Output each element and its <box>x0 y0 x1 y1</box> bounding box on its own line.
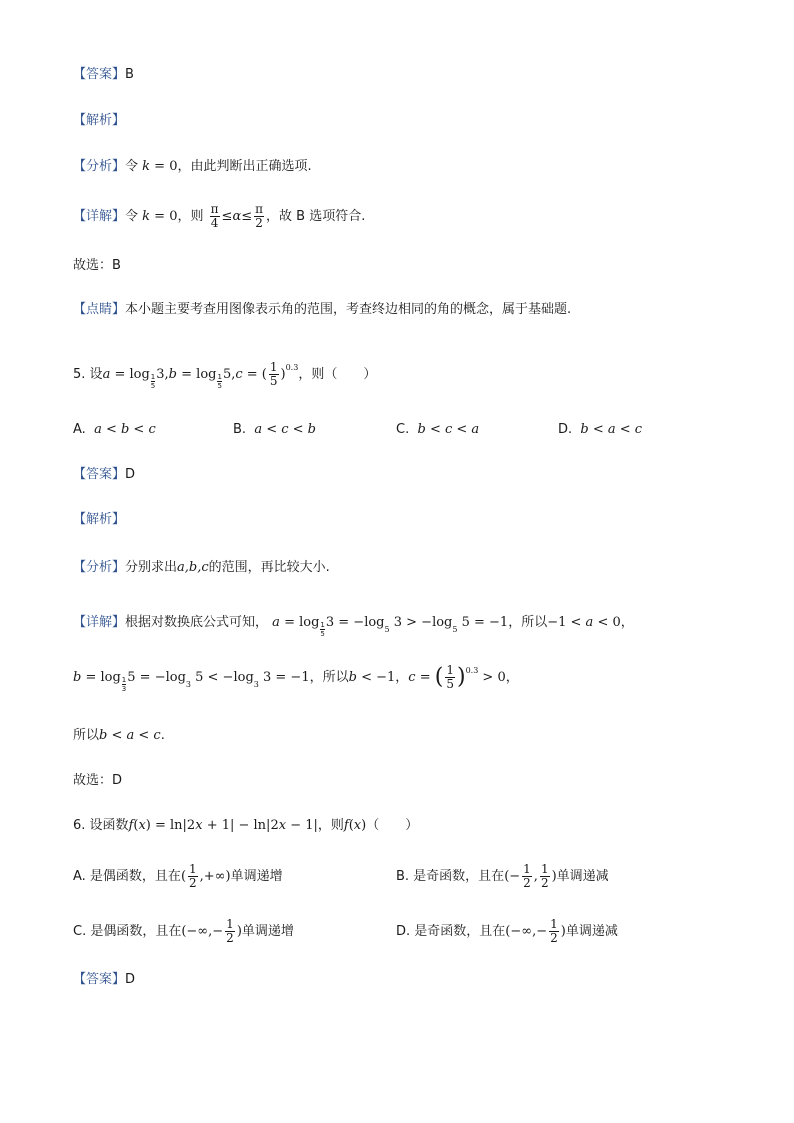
q5-stem-a: 设 <box>89 367 103 382</box>
q4-answer-value: B <box>125 67 134 82</box>
q6-stem-x2: (x) <box>348 818 367 833</box>
q5-d2-gt: > 0 <box>478 670 506 685</box>
q5-stem-log1: = log <box>110 367 150 382</box>
answer-tag: 【答案】 <box>73 67 126 82</box>
q5-detail-line-2 <box>73 661 519 695</box>
q5-answer-value: D <box>125 467 136 482</box>
q4-analysis-line <box>73 111 125 131</box>
q5-d1-sub: $\frac{1}{5}$ <box>320 621 325 638</box>
q5-detail-b: ，所以 <box>508 615 548 630</box>
q5-analysis-line <box>73 510 125 530</box>
q6-stem-c: （ ） <box>366 818 419 833</box>
q6-option-d-interval: (−∞,− $\frac{1}{2}$ ) <box>505 917 566 945</box>
q5-stem-sub1: $\frac{1}{5}$ <box>150 373 156 390</box>
comment-tag: 【点睛】 <box>73 302 126 317</box>
q4-detail-text-b: ，则 <box>177 209 204 224</box>
q5-stem-math-b: b <box>168 367 177 382</box>
q5-d2-b: b <box>73 670 82 685</box>
q5-d2-sub: $\frac{1}{3}$ <box>121 676 127 693</box>
fenxi-tag: 【分析】 <box>73 560 126 575</box>
q4-detail-text-c: ，故 B 选项符合. <box>266 209 366 224</box>
q4-le-2: ≤ <box>241 209 253 224</box>
detail-tag: 【详解】 <box>73 615 126 630</box>
q6-option-b[interactable] <box>396 863 609 890</box>
choose-label: 故选： <box>73 773 113 788</box>
q4-answer-line <box>73 65 134 85</box>
q4-comment-line <box>73 300 571 320</box>
q5-stem-log2: = log <box>177 367 217 382</box>
q6-option-a[interactable] <box>73 863 283 890</box>
q6-stem-fx2: f <box>343 818 349 833</box>
q4-frac-pi4: $\frac{\pi}{4}$ <box>210 202 219 230</box>
q5-detail-d: ， <box>620 615 634 630</box>
q5-stem-sub2: $\frac{1}{5}$ <box>217 373 222 390</box>
q5-number: 5. <box>73 367 86 382</box>
q6-stem-def: (x) = ln|2x + 1| − ln|2x − 1| <box>133 818 318 833</box>
q5-d2-bound: < −1 <box>356 670 396 685</box>
q4-choose-line <box>73 256 121 276</box>
q5-fenxi-line <box>73 558 330 578</box>
q4-comment-text: 本小题主要考查用图像表示角的范围，考查终边相同的角的概念，属于基础题. <box>125 302 572 317</box>
q5-option-c[interactable] <box>396 420 479 440</box>
q5-option-d-math: b < a < c <box>580 422 643 437</box>
q4-fenxi-text-b: ，由此判断出正确选项. <box>177 159 312 174</box>
q6-option-d[interactable] <box>396 918 618 945</box>
q6-option-b-text: B. 是奇函数，且在 <box>396 869 505 884</box>
q5-d2-frac: $\frac{1}{5}$ <box>446 663 454 691</box>
answer-tag: 【答案】 <box>73 467 126 482</box>
q5-option-d-label: D. <box>558 422 573 437</box>
q5-detail-d2: ， <box>505 670 519 685</box>
q4-detail-k: k <box>138 209 151 224</box>
q6-option-c-text: C. 是偶函数，且在 <box>73 924 182 939</box>
q6-option-c[interactable] <box>73 918 294 945</box>
q5-stem <box>73 358 376 390</box>
q5-fenxi-a: 分别求出 <box>125 560 178 575</box>
analysis-tag: 【解析】 <box>73 113 126 128</box>
q6-stem-fx: f <box>128 818 134 833</box>
q5-conclusion-math: b < a < c <box>99 728 161 743</box>
q4-detail-k-eq: = 0 <box>150 209 178 224</box>
q5-d2-log: = log <box>81 670 121 685</box>
q5-d1-a: a <box>272 615 280 630</box>
q5-stem-eq3: = ( <box>242 367 267 382</box>
q4-alpha: α <box>232 209 242 224</box>
q4-le-1: ≤ <box>221 209 233 224</box>
q6-option-b-tail: 单调递减 <box>556 869 609 884</box>
q5-d2-rest: $5 = -\log_3$ $5 < -\log_3$ 3 = −1 <box>127 670 310 689</box>
q5-d2-eq: = <box>415 670 435 685</box>
q5-fenxi-b: 的范围，再比较大小. <box>208 560 330 575</box>
q5-option-a-math: a < b < c <box>94 422 156 437</box>
q5-choose-value: D <box>112 773 123 788</box>
q5-stem-exp: 0.3 <box>285 363 299 372</box>
q5-d1-range: −1 < a < 0 <box>547 615 621 630</box>
q5-option-a[interactable] <box>73 420 156 440</box>
q5-d2-c: c <box>408 670 416 685</box>
detail-tag: 【详解】 <box>73 209 126 224</box>
q6-option-b-interval: (− $\frac{1}{2}$ , $\frac{1}{2}$ ) <box>504 862 557 890</box>
choose-label: 故选： <box>73 258 113 273</box>
q5-stem-close: ) <box>280 367 286 382</box>
q4-detail-line <box>73 203 365 230</box>
q5-option-a-label: A. <box>73 422 86 437</box>
q6-option-a-text: A. 是偶函数，且在 <box>73 869 181 884</box>
q5-d2-lparen: ( <box>434 664 444 690</box>
q5-detail-e: ， <box>395 670 409 685</box>
q6-answer-value: D <box>125 972 136 987</box>
q6-option-c-tail: 单调递增 <box>241 924 294 939</box>
analysis-tag: 【解析】 <box>73 512 126 527</box>
q5-detail-line-1 <box>73 613 634 640</box>
q6-stem-b: ，则 <box>317 818 344 833</box>
q5-stem-frac: $\frac{1}{5}$ <box>269 360 278 388</box>
q6-option-a-interval: ( $\frac{1}{2}$ ,+∞) <box>180 862 231 890</box>
q4-fenxi-line <box>73 157 312 177</box>
q6-option-d-text: D. 是奇函数，且在 <box>396 924 506 939</box>
q5-d2-rparen: ) <box>456 664 466 690</box>
q5-d1-rest: $3 = -\log_5$ $3 > -\log_5$ 5 = −1 <box>325 615 509 634</box>
q5-option-b-math: a < c < b <box>254 422 316 437</box>
q6-number: 6. <box>73 818 86 833</box>
q6-stem <box>73 816 418 836</box>
q6-option-d-tail: 单调递减 <box>565 924 618 939</box>
q5-stem-math-c: c <box>235 367 243 382</box>
q5-stem-b: ，则（ ） <box>298 367 377 382</box>
q5-fenxi-math: a,b,c <box>177 560 209 575</box>
q5-option-d[interactable] <box>558 420 642 440</box>
fenxi-tag: 【分析】 <box>73 159 126 174</box>
q5-conclusion-line <box>73 726 165 746</box>
q5-d2-b2: b <box>348 670 357 685</box>
q6-stem-a: 设函数 <box>89 818 129 833</box>
q5-d1-log: = log <box>279 615 320 630</box>
q4-detail-text-a: 令 <box>125 209 139 224</box>
q5-option-b-label: B. <box>233 422 247 437</box>
q5-stem-math-a: a <box>102 367 111 382</box>
q6-answer-line <box>73 970 135 990</box>
q5-detail-a: 根据对数换底公式可知， <box>125 615 269 630</box>
q4-choose-value: B <box>112 258 121 273</box>
q5-detail-c: ，所以 <box>309 670 349 685</box>
answer-tag: 【答案】 <box>73 972 126 987</box>
q5-d2-exp: 0.3 <box>465 666 479 675</box>
q4-fenxi-text-a: 令 <box>125 159 139 174</box>
q5-stem-arg2: 5, <box>222 367 236 382</box>
q5-conclusion-b: . <box>160 728 165 743</box>
q6-option-c-interval: (−∞,− $\frac{1}{2}$ ) <box>181 917 242 945</box>
q5-conclusion-a: 所以 <box>73 728 100 743</box>
q5-option-c-label: C. <box>396 422 410 437</box>
q4-fenxi-math-eq: = 0 <box>150 159 178 174</box>
q6-option-a-tail: 单调递增 <box>230 869 283 884</box>
q4-fenxi-math: k <box>138 159 151 174</box>
q5-option-c-math: b < c < a <box>417 422 480 437</box>
q5-choose-line <box>73 771 122 791</box>
q5-stem-arg1: 3, <box>156 367 169 382</box>
q4-frac-pi2: $\frac{\pi}{2}$ <box>255 202 264 230</box>
q5-option-b[interactable] <box>233 420 316 440</box>
q5-answer-line <box>73 465 135 485</box>
